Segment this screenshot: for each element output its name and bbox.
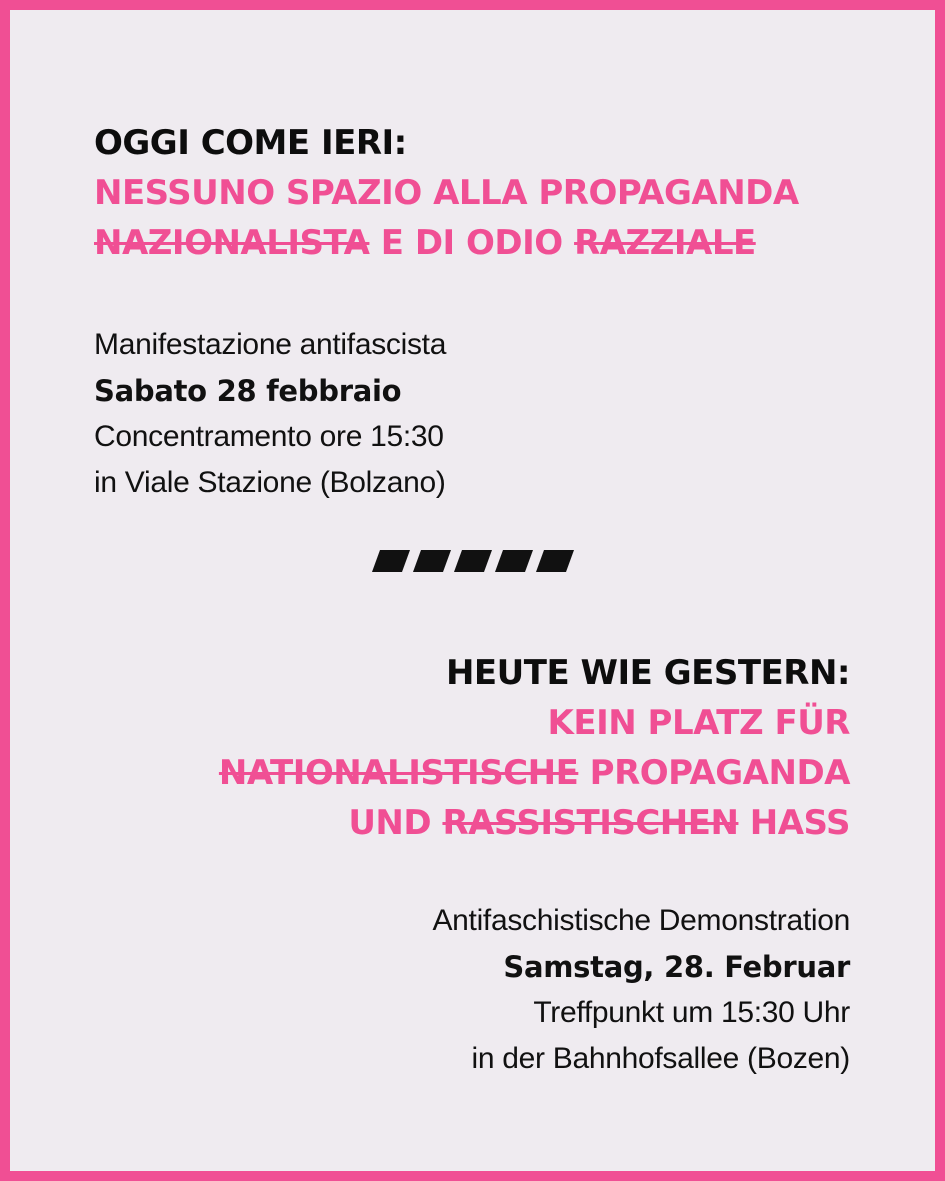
italian-section <box>94 118 874 506</box>
struck-word-razziale: RAZZIALE <box>574 223 756 263</box>
german-meeting-time: Treffpunkt um 15:30 Uhr <box>533 996 850 1029</box>
german-headline-line2: KEIN PLATZ FÜR <box>547 703 850 743</box>
italian-headline-line2: NESSUNO SPAZIO ALLA PROPAGANDA <box>94 173 799 213</box>
dash-icon <box>495 550 533 572</box>
dash-icon <box>536 550 574 572</box>
italian-event-info <box>94 322 874 506</box>
slanted-dash-divider-icon <box>376 550 570 572</box>
poster-frame <box>10 10 935 1171</box>
dash-icon <box>372 550 410 572</box>
struck-word-rassistischen: RASSISTISCHEN <box>442 803 739 843</box>
headline-propaganda-text: PROPAGANDA <box>578 753 850 793</box>
italian-meeting-time: Concentramento ore 15:30 <box>94 420 444 453</box>
headline-und-text: UND <box>348 803 443 843</box>
struck-word-nationalistische: NATIONALISTISCHE <box>218 753 579 793</box>
german-location: in der Bahnhofsallee (Bozen) <box>471 1042 850 1075</box>
headline-middle-text: E DI ODIO <box>369 223 575 263</box>
german-event-date: Samstag, 28. Februar <box>503 950 850 984</box>
italian-location: in Viale Stazione (Bolzano) <box>94 466 446 499</box>
german-event-type: Antifaschistische Demonstration <box>432 904 850 937</box>
headline-hass-text: HASS <box>738 803 850 843</box>
struck-word-nazionalista: NAZIONALISTA <box>94 223 370 263</box>
italian-event-date: Sabato 28 febbraio <box>94 374 402 408</box>
italian-event-type: Manifestazione antifascista <box>94 328 447 361</box>
german-section <box>70 648 850 1082</box>
italian-headline-line1: OGGI COME IERI: <box>94 123 407 163</box>
german-headline-line4 <box>70 798 850 848</box>
german-headline-line3 <box>70 748 850 798</box>
dash-icon <box>454 550 492 572</box>
german-event-info <box>70 898 850 1082</box>
dash-icon <box>413 550 451 572</box>
italian-headline-line3 <box>94 218 874 268</box>
german-headline-line1: HEUTE WIE GESTERN: <box>445 653 850 693</box>
